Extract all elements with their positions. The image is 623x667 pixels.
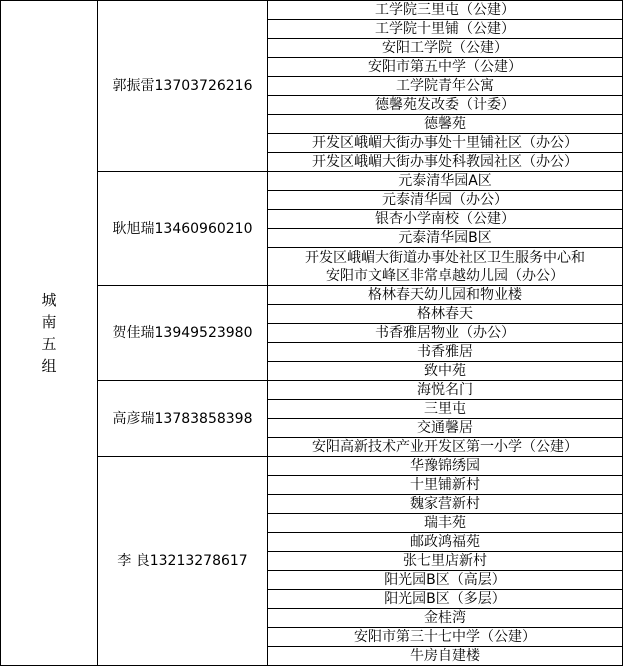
location-cell: 十里铺新村 (268, 476, 623, 495)
location-line: 安阳市文峰区非常卓越幼儿园（办公） (326, 267, 564, 284)
location-cell: 元泰清华园B区 (268, 229, 623, 248)
location-cell: 魏家营新村 (268, 495, 623, 514)
location-cell: 工学院青年公寓 (268, 77, 623, 96)
location-cell: 交通馨居 (268, 419, 623, 438)
location-cell: 元泰清华园A区 (268, 172, 623, 191)
location-cell: 致中苑 (268, 362, 623, 381)
location-cell: 安阳高新技术产业开发区第一小学（公建） (268, 438, 623, 457)
location-cell: 阳光园B区（高层） (268, 571, 623, 590)
person-cell: 贺佳瑞13949523980 (98, 286, 268, 381)
group-name: 城南五组 (41, 291, 57, 375)
location-cell: 银杏小学南校（公建） (268, 210, 623, 229)
location-cell: 张七里店新村 (268, 552, 623, 571)
person-cell: 郭振雷13703726216 (98, 1, 268, 172)
location-cell: 瑞丰苑 (268, 514, 623, 533)
location-cell: 安阳市第五中学（公建） (268, 58, 623, 77)
location-cell: 格林春天幼儿园和物业楼 (268, 286, 623, 305)
location-cell: 金桂湾 (268, 609, 623, 628)
person-cell: 耿旭瑞13460960210 (98, 172, 268, 286)
person-cell: 李 良13213278617 (98, 457, 268, 666)
location-cell: 阳光园B区（多层） (268, 590, 623, 609)
location-cell: 安阳工学院（公建） (268, 39, 623, 58)
location-cell: 格林春天 (268, 305, 623, 324)
location-cell: 工学院十里铺（公建） (268, 20, 623, 39)
location-cell: 德馨苑 (268, 115, 623, 134)
location-cell: 开发区峨嵋大街办事处科教园社区（办公） (268, 153, 623, 172)
location-cell: 德馨苑发改委（计委） (268, 96, 623, 115)
location-cell: 书香雅居物业（办公） (268, 324, 623, 343)
location-cell: 邮政鸿福苑 (268, 533, 623, 552)
location-line: 开发区峨嵋大街道办事处社区卫生服务中心和 (305, 249, 585, 266)
group-name-cell (1, 1, 98, 666)
location-cell: 华豫锦绣园 (268, 457, 623, 476)
location-cell: 开发区峨嵋大街办事处十里铺社区（办公） (268, 134, 623, 153)
location-cell: 工学院三里屯（公建） (268, 1, 623, 20)
location-cell: 安阳市第三十七中学（公建） (268, 628, 623, 647)
location-cell: 书香雅居 (268, 343, 623, 362)
person-cell: 高彦瑞13783858398 (98, 381, 268, 457)
location-cell: 海悦名门 (268, 381, 623, 400)
location-cell: 牛房自建楼 (268, 647, 623, 666)
location-cell: 三里屯 (268, 400, 623, 419)
location-cell (268, 248, 623, 286)
location-cell: 元泰清华园（办公） (268, 191, 623, 210)
